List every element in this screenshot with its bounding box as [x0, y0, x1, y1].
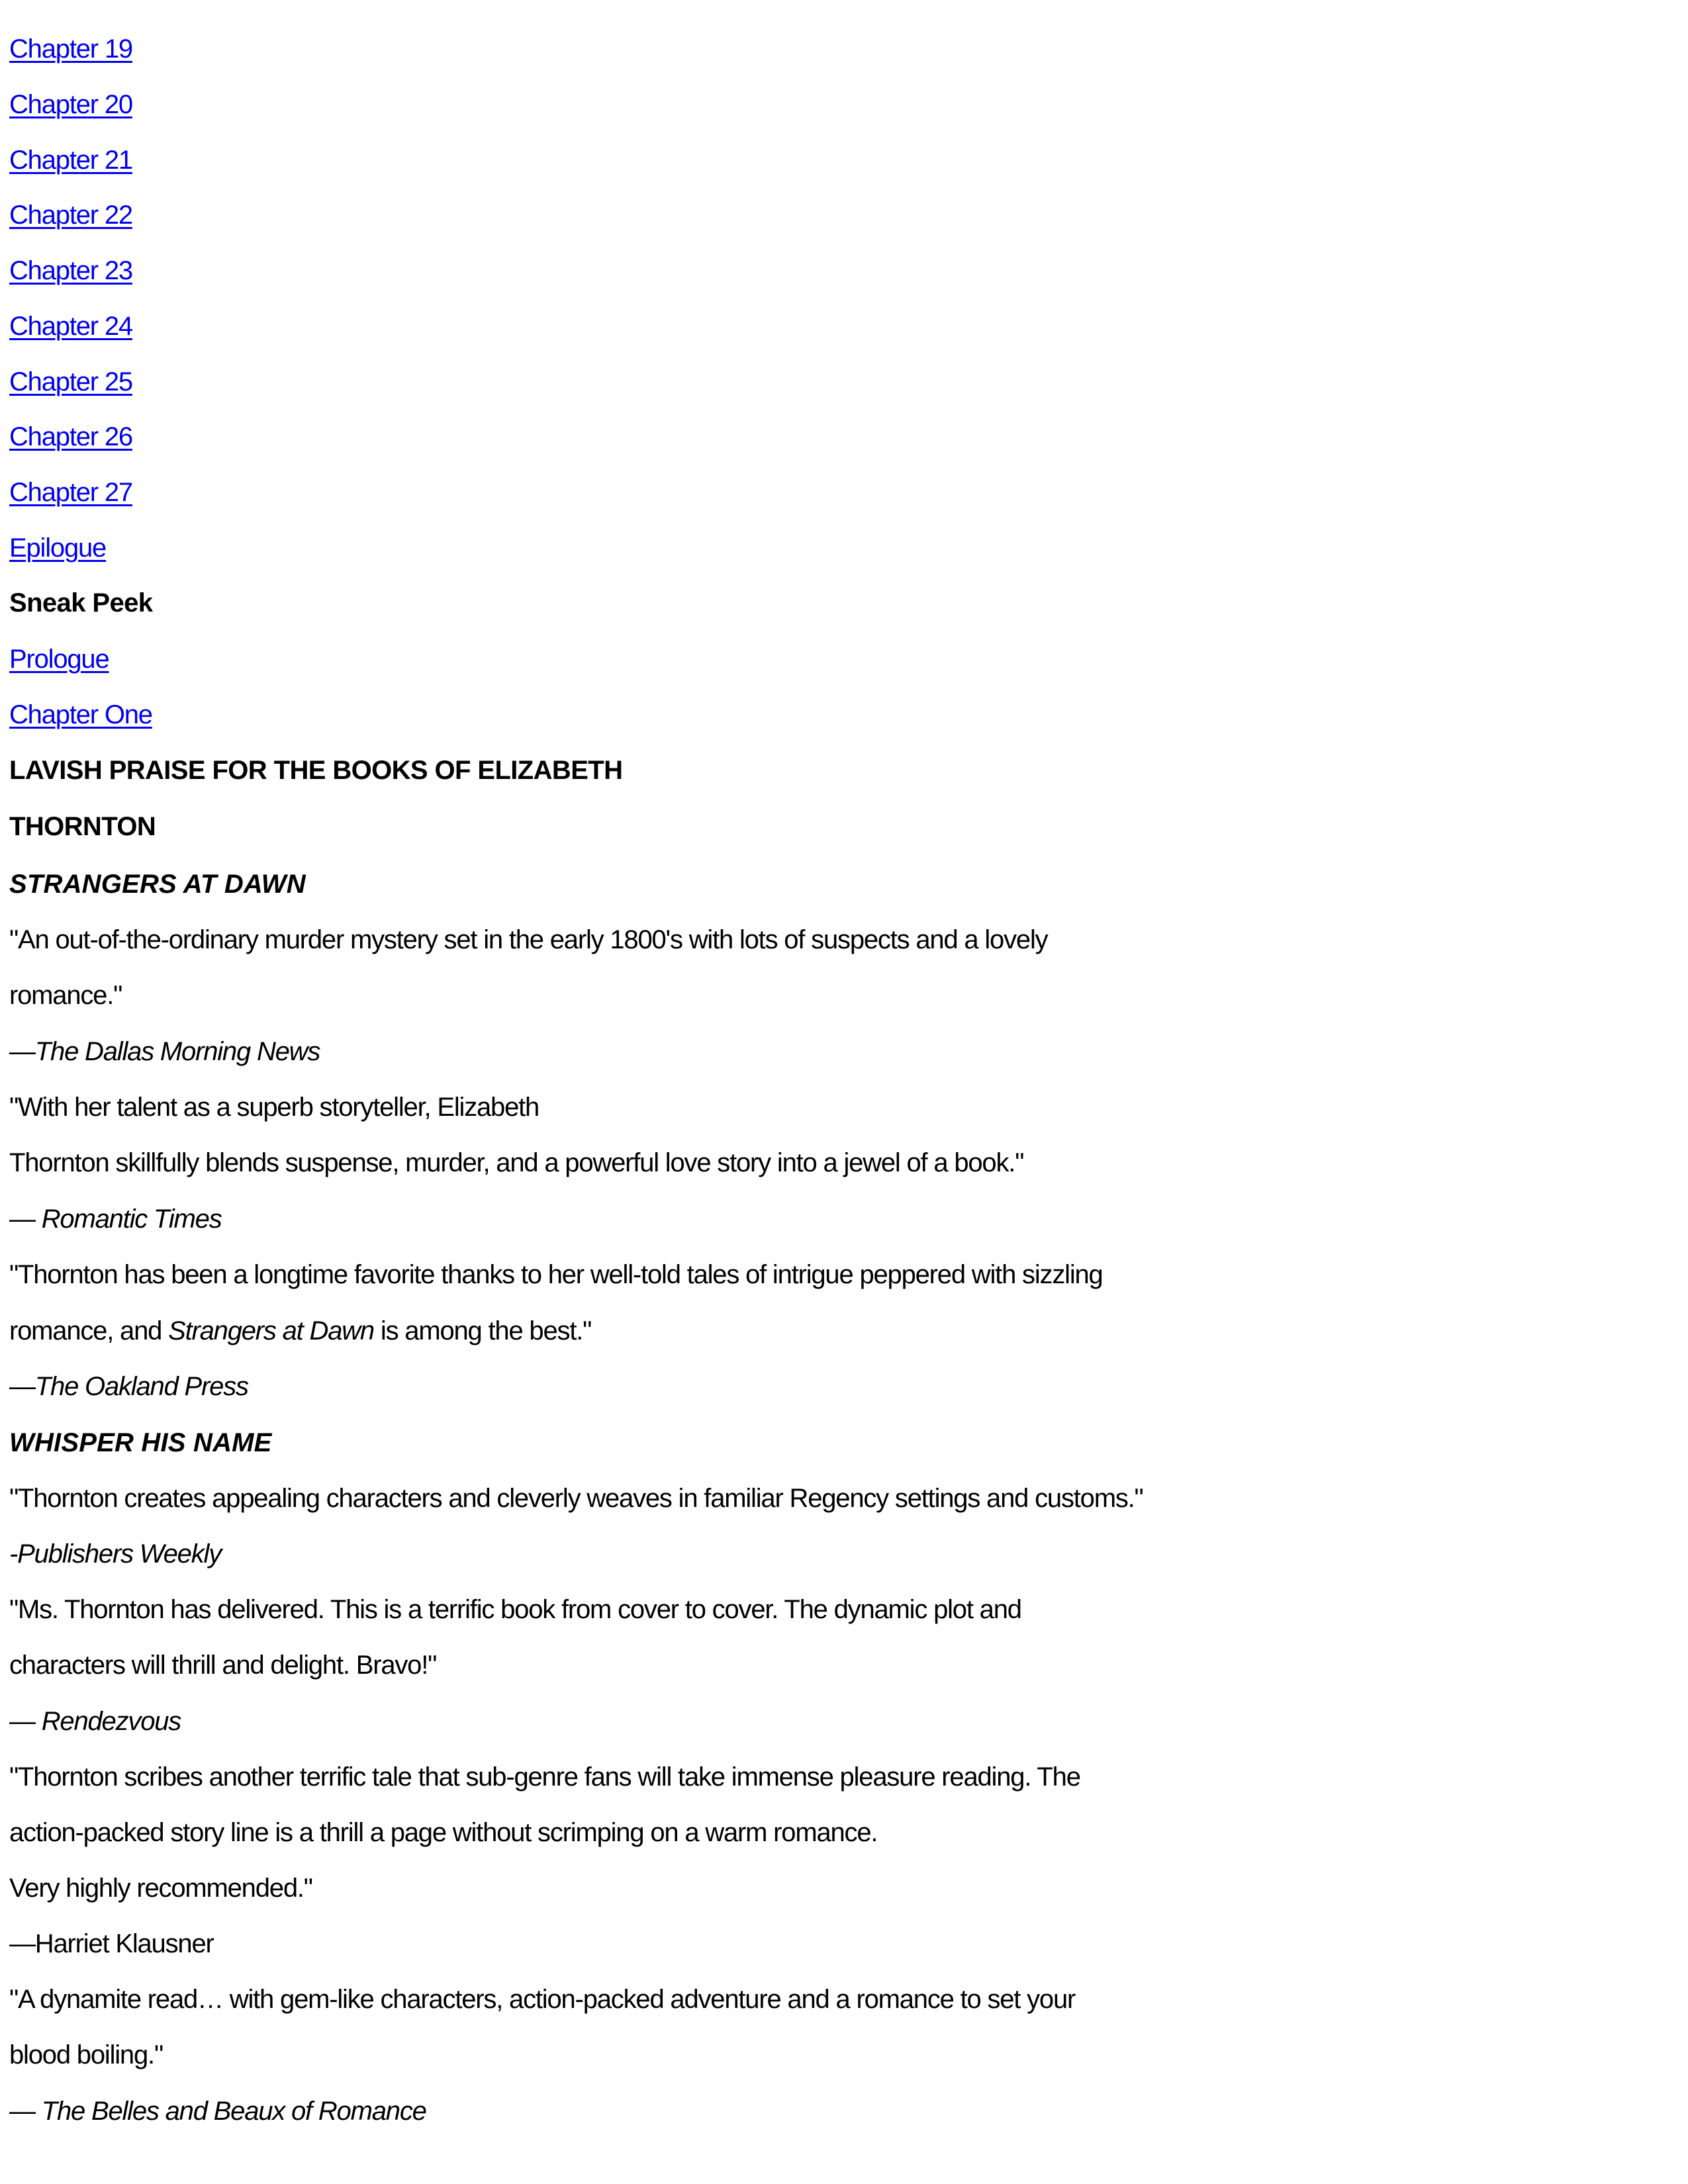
whisper-quote1-line1: "Thornton creates appealing characters and cleverly weaves in familiar Regency settings and customs.": [9, 1484, 1143, 1513]
book-title: Strangers at Dawn: [168, 1316, 374, 1345]
whisper-title: WHISPER HIS NAME: [9, 1428, 272, 1457]
strangers-title: STRANGERS AT DAWN: [9, 870, 306, 899]
toc-link-chapter-23[interactable]: Chapter 23: [9, 256, 132, 285]
whisper-quote1-attribution: -Publishers Weekly: [9, 1539, 222, 1569]
strangers-quote1-line2: romance.": [9, 981, 122, 1010]
strangers-quote3-attribution: [9, 1368, 248, 1405]
toc-link-chapter-20[interactable]: Chapter 20: [9, 90, 132, 119]
toc-link-chapter-24[interactable]: Chapter 24: [9, 312, 132, 341]
toc-link-chapter-26[interactable]: Chapter 26: [9, 422, 132, 451]
whisper-quote3-line1: "Thornton scribes another terrific tale that sub-genre fans will take immense pleasure reading. The: [9, 1762, 1080, 1792]
praise-heading-line2: THORNTON: [9, 812, 156, 841]
toc-link-chapter-27[interactable]: Chapter 27: [9, 478, 132, 507]
praise-heading-line1: LAVISH PRAISE FOR THE BOOKS OF ELIZABETH: [9, 756, 623, 785]
strangers-quote1-attribution: [9, 1033, 320, 1070]
toc-link-chapter-25[interactable]: Chapter 25: [9, 367, 132, 396]
text: is among the best.": [373, 1316, 592, 1345]
source-name: The Dallas Morning News: [34, 1037, 320, 1066]
em-dash: —: [9, 1205, 42, 1234]
em-dash: —: [9, 1037, 35, 1066]
text: romance, and: [9, 1316, 169, 1345]
whisper-quote3-line2: action-packed story line is a thrill a page without scrimping on a warm romance.: [9, 1818, 878, 1847]
strangers-quote2-attribution: [9, 1201, 222, 1238]
strangers-quote2-line2: Thornton skillfully blends suspense, murder, and a powerful love story into a jewel of a book.": [9, 1148, 1024, 1177]
whisper-quote3-line3: Very highly recommended.": [9, 1874, 312, 1903]
whisper-quote3-attribution: —Harriet Klausner: [9, 1929, 214, 1958]
document-page: [9, 0, 1664, 2184]
whisper-quote4-line2: blood boiling.": [9, 2040, 163, 2070]
toc-link-epilogue[interactable]: Epilogue: [9, 533, 107, 563]
source-name: Rendezvous: [41, 1707, 181, 1736]
source-name: The Belles and Beaux of Romance: [41, 2097, 426, 2126]
toc-link-chapter-one[interactable]: Chapter One: [9, 700, 152, 729]
toc-link-chapter-21[interactable]: Chapter 21: [9, 146, 132, 175]
whisper-quote4-line1: "A dynamite read… with gem-like characters, action-packed adventure and a romance to set your: [9, 1985, 1076, 2014]
em-dash: —: [9, 1372, 35, 1401]
whisper-quote2-line2: characters will thrill and delight. Bravo!": [9, 1651, 437, 1680]
source-name: The Oakland Press: [34, 1372, 248, 1401]
source-name: Romantic Times: [41, 1205, 222, 1234]
strangers-quote1-line1: "An out-of-the-ordinary murder mystery set in the early 1800's with lots of suspects and a lovely: [9, 925, 1048, 954]
toc-link-chapter-19[interactable]: Chapter 19: [9, 34, 132, 64]
whisper-quote4-attribution: [9, 2093, 426, 2130]
strangers-quote2-line1: "With her talent as a superb storyteller, Elizabeth: [9, 1093, 539, 1122]
em-dash: —: [9, 2097, 42, 2126]
strangers-quote3-line1: "Thornton has been a longtime favorite thanks to her well-told tales of intrigue peppered with sizzling: [9, 1260, 1103, 1289]
strangers-quote3-line2: [9, 1312, 591, 1349]
toc-link-chapter-22[interactable]: Chapter 22: [9, 201, 132, 230]
whisper-quote2-attribution: [9, 1703, 181, 1740]
whisper-quote2-line1: "Ms. Thornton has delivered. This is a terrific book from cover to cover. The dynamic plot and: [9, 1595, 1021, 1624]
em-dash: —: [9, 1707, 42, 1736]
toc-link-prologue[interactable]: Prologue: [9, 645, 109, 674]
sneak-peek-heading: Sneak Peek: [9, 588, 153, 617]
